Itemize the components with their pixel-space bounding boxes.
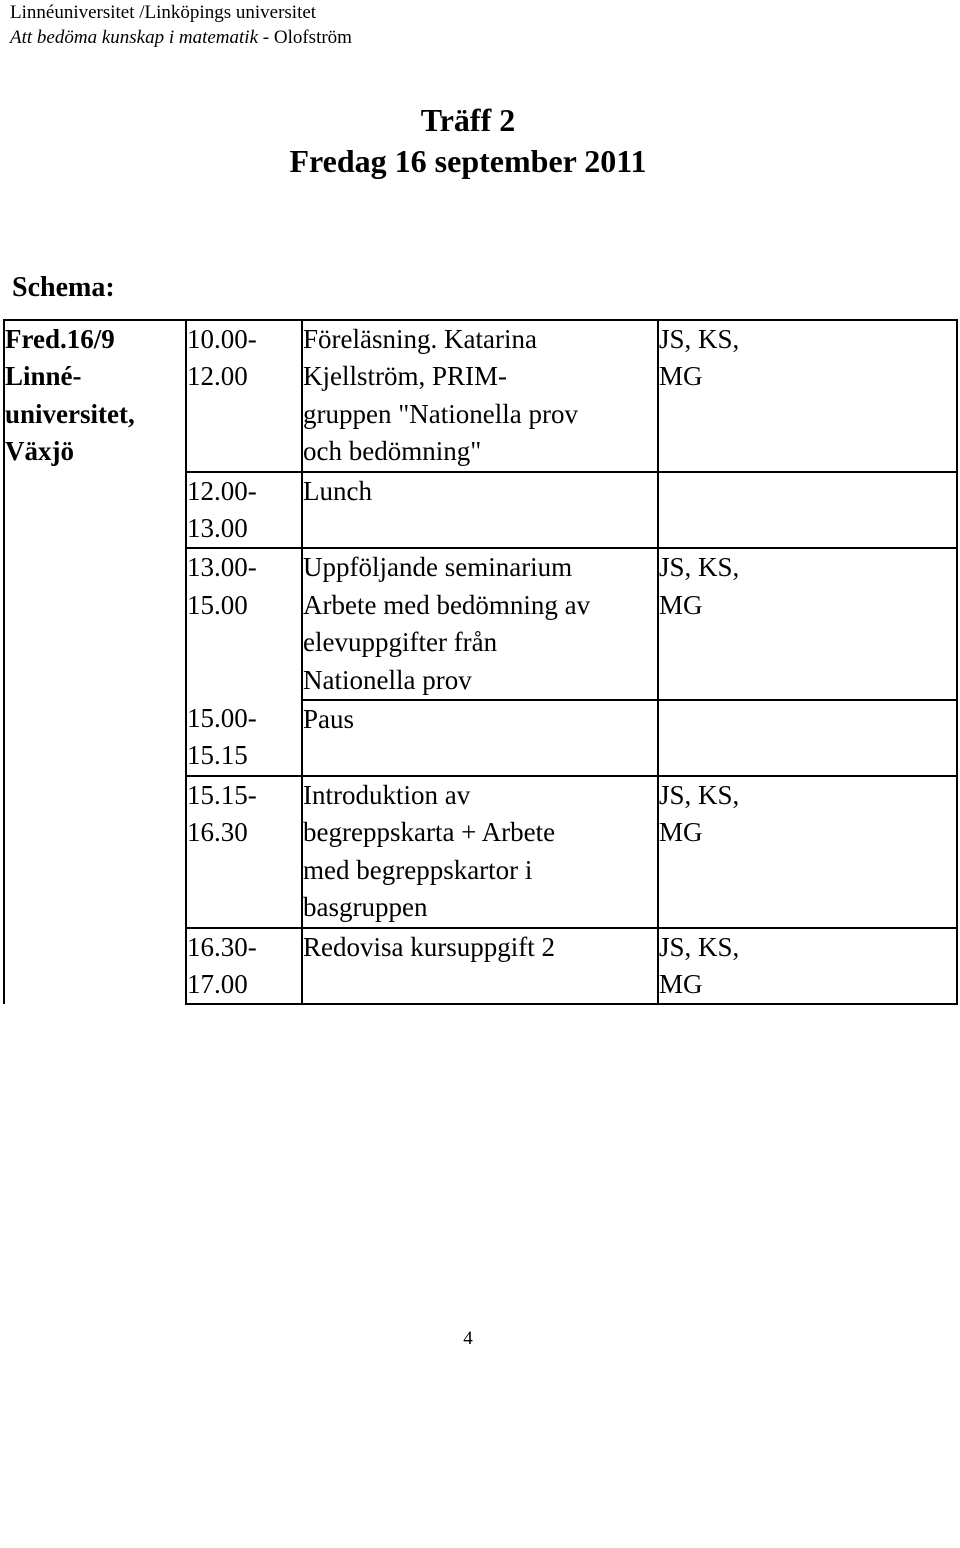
- date-line: universitet,: [5, 398, 135, 429]
- leaders-cell: [658, 776, 957, 928]
- leaders-cell: [658, 548, 957, 700]
- activity-cell: [302, 548, 658, 700]
- time-cell: [186, 928, 302, 1005]
- date-cell-continued: [4, 700, 186, 1004]
- activity-line: Introduktion av: [303, 779, 471, 810]
- title-block: [0, 100, 936, 182]
- schedule-row: [4, 320, 957, 472]
- activity-cell: [302, 320, 658, 472]
- time-cell: [186, 700, 302, 776]
- activity-line: Redovisa kursuppgift 2: [303, 931, 555, 962]
- leaders-line: MG: [659, 589, 703, 620]
- activity-cell: [302, 472, 658, 549]
- leaders-cell: [658, 472, 957, 549]
- time-cell: [186, 320, 302, 472]
- activity-line: basgruppen: [303, 892, 428, 923]
- time-start: 10.00-: [187, 324, 257, 354]
- schedule-row: [4, 700, 957, 776]
- page-subtitle: Fredag 16 september 2011: [289, 143, 647, 179]
- course-name: Att bedöma kunskap i matematik: [10, 27, 259, 48]
- leaders-line: JS, KS,: [659, 324, 740, 354]
- header-line-2: [10, 25, 352, 50]
- activity-line: Paus: [303, 704, 355, 735]
- page-header: [10, 0, 352, 50]
- activity-line: med begreppskartor i: [303, 854, 533, 885]
- activity-line: gruppen "Nationella prov: [303, 398, 578, 429]
- time-end: 15.00: [187, 589, 248, 620]
- activity-line: Arbete med bedömning av: [303, 589, 591, 620]
- date-cell: [4, 320, 186, 700]
- schema-label: Schema:: [12, 272, 115, 303]
- time-start: 15.15-: [187, 779, 257, 810]
- activity-cell: [302, 928, 658, 1005]
- activity-line: Föreläsning. Katarina: [303, 324, 537, 354]
- time-end: 13.00: [187, 513, 248, 544]
- schedule-table: [3, 319, 958, 1005]
- date-line: Linné-: [5, 361, 82, 392]
- activity-line: elevuppgifter från: [303, 627, 498, 658]
- time-start: 12.00-: [187, 475, 257, 506]
- leaders-line: JS, KS,: [659, 552, 740, 583]
- leaders-line: MG: [659, 361, 703, 392]
- activity-cell: [302, 700, 658, 776]
- time-end: 16.30: [187, 817, 248, 848]
- leaders-line: JS, KS,: [659, 779, 740, 810]
- activity-line: begreppskarta + Arbete: [303, 817, 556, 848]
- leaders-cell: [658, 700, 957, 776]
- time-cell: [186, 548, 302, 700]
- activity-line: och bedömning": [303, 436, 482, 467]
- time-end: 15.15: [187, 740, 248, 771]
- time-end: 17.00: [187, 968, 248, 999]
- time-cell: [186, 776, 302, 928]
- leaders-line: MG: [659, 968, 703, 999]
- date-line: Fred.16/9: [5, 324, 115, 354]
- location-name: - Olofström: [258, 27, 352, 48]
- time-cell: [186, 472, 302, 549]
- time-start: 13.00-: [187, 552, 257, 583]
- time-start: 16.30-: [187, 931, 257, 962]
- leaders-cell: [658, 320, 957, 472]
- time-end: 12.00: [187, 361, 248, 392]
- activity-line: Uppföljande seminarium: [303, 552, 573, 583]
- activity-cell: [302, 776, 658, 928]
- activity-line: Nationella prov: [303, 664, 472, 695]
- activity-line: Kjellström, PRIM-: [303, 361, 508, 392]
- activity-line: Lunch: [303, 475, 372, 506]
- page-title: Träff 2: [420, 102, 516, 138]
- leaders-line: MG: [659, 817, 703, 848]
- header-line-1: Linnéuniversitet /Linköpings universitet: [10, 2, 317, 23]
- leaders-cell: [658, 928, 957, 1005]
- time-start: 15.00-: [187, 703, 257, 734]
- page-number: 4: [463, 1328, 473, 1349]
- leaders-line: JS, KS,: [659, 931, 740, 962]
- date-line: Växjö: [5, 436, 74, 467]
